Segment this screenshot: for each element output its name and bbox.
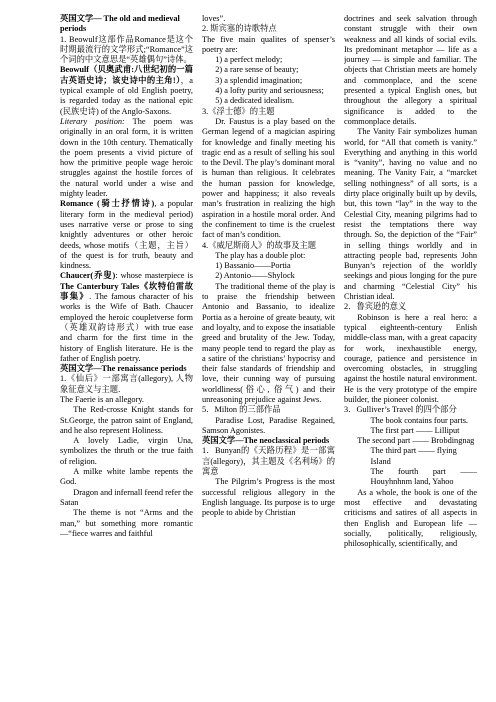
paragraph: A lovely Ladie, virgin Una, symbolizes the thruth or the true faith of religion. (60, 436, 193, 466)
section-heading: 英国文学— The old and medieval periods (60, 14, 180, 34)
paragraph: The Pilgrim’s Progress is the most successful religious allegory in the English language. Its purpose is to urge people to abide by Christian (202, 477, 335, 518)
numbered-heading: 2. 斯宾塞的诗歌特点 (202, 24, 277, 34)
paragraph (60, 117, 193, 199)
list-item: 2) Antonio——Shylock (215, 271, 295, 281)
numbered-heading: 3.《浮士德》的主题 (202, 106, 275, 116)
paragraph-text: , a popular literary form in the medieval period) uses narrative verse or prose to sing knightly adventures or other heroic deeds, whose motifs（主题，主旨） of the quest is for truth, beauty and kindness. (60, 199, 193, 271)
paragraph: The Vanity Fair symbolizes human world, for “All that cometh is vanity.” Everything and anything in this world is “vanity”, having no value and no meaning. The Vanity Fair, a “marcket selling nothingness” of all sorts, is a dirty place originally built up by devils, but, this town “lay” in the way to the Celestial City, meaning pilgrims had to resist the temptations there way through. So, the depiction of the “Fair” in selling things worldly and in attracting people bad, represents John Bunyan’s rejection of the worldly seekings and pious longing for the pure and charming “Celestial City” his Christian ideal. (344, 127, 477, 302)
section-heading: 英国文学—The renaissance periods (60, 364, 187, 374)
paragraph: Dragon and infernall feend refer the Satan (60, 487, 193, 507)
paragraph: Paradise Lost, Paradise Regained, Samson Agonistes. (202, 415, 335, 435)
paragraph (60, 199, 193, 271)
list-item: The fourth part —— Houyhnhnm land, Yahoo (370, 467, 477, 487)
paragraph-text: ，a typical example of old English poetry, is regarded today as the national epic (民族史诗) of the Anglo-Saxons. (60, 75, 193, 116)
list-item: The second part —— Brobdingnag (357, 436, 475, 446)
column-middle (202, 14, 335, 702)
paragraph: doctrines and seek salvation through constant struggle with their own weakness and all kinds of social evils. Its predominant metaphor — life as a journey — is simple and familiar. The objects that Christian meets are homely and commonplace, and the scene presented a typical English ones, but throughout the allegory a spiritual significance is added to the commonplace details. (344, 14, 477, 126)
term-romance: Romance (骑士抒情诗) (60, 199, 155, 209)
list-item: 2) a rare sense of beauty; (215, 65, 299, 75)
paragraph: 1. Beowulf这部作品Romance是这个时期最流行的文学形式;“Romance”这个词的中文意思是“英雄偶句”诗体。 (60, 34, 193, 65)
paragraph-text: : whose masterpiece is (115, 271, 193, 281)
paragraph-text: The poem was originally in an oral form, it is written down in the 10th century. Thematically the poem presents a vivid picture of how the primitive people wage heroic struggles against the hostile forces of the natural world under a wise and mighty leader. (60, 116, 193, 199)
work-title: The Canterbury Tales《坎特伯雷故事集》 (60, 281, 193, 302)
label-literary-position: Literary position: (60, 116, 125, 126)
paragraph: Robinson is here a real hero: a typical eighteenth-century Enlish middle-class man, with a great capacity for work, inexhaustible energy, courage, patience and persistence in overcoming obstacles, in struggling against the hostile natural environment. He is the very prototype of the empire builder, the pioneer colonist. (344, 312, 477, 404)
term-chaucer: Chaucer(乔叟) (60, 271, 116, 281)
list-item: 1) Bassanio——Portia (215, 261, 291, 271)
numbered-heading: 3．Gulliver’s Travel 的四个部分 (344, 405, 457, 415)
list-item: The third part —— flying Island (370, 446, 457, 466)
paragraph: The traditional theme of the play is to praise the friendship between Antonio and Bassanio, to idealize Portia as a heroine of greate beauty, wit and loyalty, and to expose the insatiable greed and brutality of the Jew. Today, many people tend to regard the play as a satire of the christians’ hypocrisy and their false standards of friendship and love, their cunning way of pursuing worldliness(俗心, 俗气) and their unreasoning prejudice against Jews. (202, 281, 335, 404)
paragraph (60, 65, 193, 116)
section-heading: 英国文学—The neoclassical periods (202, 436, 330, 446)
numbered-heading: 2．鲁宾逊的意义 (344, 302, 407, 312)
paragraph: The book contains four parts. (370, 415, 469, 425)
numbered-heading: 5．Milton 的三部作品 (202, 405, 281, 415)
list-item: 1) a perfect melody; (215, 55, 283, 65)
column-right (344, 14, 477, 702)
paragraph: Dr. Faustus is a play based on the German legend of a magician aspiring for knowledge and finally meeting his tragic end as a result of selling his soul to the Devil. The play’s dominant moral is human than religious. It celebrates the human passion for knowledge, power and happiness; it also reveals man’s frustration in realizing the high aspiration in a hostile moral order. And the confinement to time is the cruelest fact of man’s condition. (202, 116, 335, 240)
list-item: 5) a dedicated idealism. (215, 96, 295, 106)
term-beowulf: Beowulf（贝奥武甫:八世纪初的一篇古英语史诗；该史诗中的主角!） (60, 65, 193, 85)
paragraph: The Faerie is an allegory. (60, 394, 145, 404)
numbered-heading: 4.《威尼斯商人》的故事及主题 (202, 240, 317, 250)
paragraph: The theme is not “Arms and the man,” but something more romantic—“fiece warres and faithful (60, 508, 193, 538)
paragraph: 1.《仙后》一部寓言(allegory), 人物象征意义与主题. (60, 374, 193, 394)
paragraph: loves”. (202, 14, 226, 23)
numbered-heading: 1．Bunyan的《天路历程》是一部寓言(allegory)，其主题及《名利场》的寓意 (202, 446, 335, 477)
paragraph: The play has a double plot: (215, 250, 306, 260)
paragraph: As a whole, the book is one of the most effective and devastating criticisms and satires of all aspects in then English and European life — socially, politically, religiously, philosophically, scientifically, and (344, 487, 477, 549)
list-item: 3) a splendid imagination; (215, 75, 303, 85)
list-item: The first part —— Lilliput (370, 425, 460, 435)
column-left (60, 14, 193, 702)
paragraph-text: . The famous character of his works is the Wife of Bath. Chaucer employed the heroic coupletverse form（英雄双韵诗形式）with true ease and charm for the first time in the history of English literature. He is the father of English poetry. (60, 292, 193, 363)
paragraph: The Red-crosse Knight stands for St.George, the patron saint of England, and he also represent Holiness. (60, 405, 193, 435)
list-item: 4) a lofty purity and seriousness; (215, 86, 324, 96)
paragraph: A milke white lambe repents the God. (60, 467, 193, 487)
paragraph: The five main qualites of spenser’s poetry are: (202, 34, 335, 54)
paragraph (60, 271, 193, 364)
